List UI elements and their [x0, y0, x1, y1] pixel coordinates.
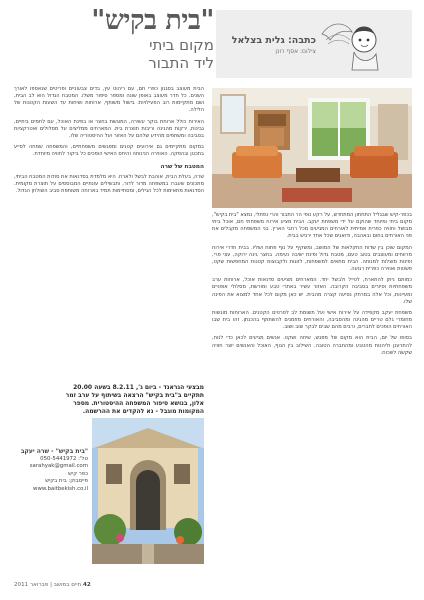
left-column [14, 86, 204, 378]
event-line-1: מבצעי הגראנד - ביום ג', 8.2.11 בשעה 20.00 [73, 384, 204, 391]
contact-title: "בית בקיש" - שרה יעקב [20, 448, 88, 455]
contact-box [14, 448, 88, 494]
page-title: "בית בקיש" [91, 5, 214, 36]
contact-phone: טל': 050-5441972 [40, 455, 88, 462]
house-image [92, 418, 204, 564]
left-para-2: האירוח כולל ארוחת בוקר עשירה, המוגשת בחצר או בפינת האוכל, עם לחמים ביתיים, גבינות, ירקות מהגינה וריבות תוצרת בית. המארחים ממליצים על מסלולים ואטרקציות בסביבה ומשתפים מהידע שלהם על האזור ועל ההיסטוריה שלו. [14, 118, 204, 139]
right-para-5: בסופו של יום, הבית הוא מקום של מפגש, שיחה ושקט. אנשים מגיעים לכאן כדי לנוח, להתרענן וליהנות מהטבע ומהחברה הטובה. השילוב בין הנוף, האוכל והאנשים יוצר חוויה שקשה לשכוח. [212, 335, 412, 356]
left-para-1: הבית מעוצב בסגנון כפרי חם, עם ריהוט עץ, בדים צבעוניים ופריטים שנאספו לאורך השנים. כל חדר מעוצב באופן שונה ומספר סיפור משלו. המטבח הגדול הוא לב הבית, ושם מתקיימות רוב הפעילויות: בישול משותף, ארוחות ושיחות עד השעות הקטנות של הלילה. [14, 86, 204, 114]
right-para-4: משפחת יעקב מקפידה על אירוח אישי ועל תשומת לב לפרטים הקטנים. הארוחות מוגשות מחומרי גלם טריים מהגינה ומהסביבה, והאורחים מוזמנים להשתתף בהכנתן. זהו בית שבו האורחים הופכים לחברים, ורבים מהם שבים לבקר שוב ושוב. [212, 309, 412, 331]
page-number: 42 [82, 582, 91, 588]
contact-address: כפר קיש [68, 470, 88, 477]
living-room-photo [212, 88, 412, 208]
byline-photographer: צילום: אסף רונן [275, 48, 316, 55]
page-footer [14, 582, 410, 592]
left-para-3: במקום מתקיימים גם אירועים קטנים ומפגשים משפחתיים, והמשפחה שמחה לסייע בתכנון ובהפקה. האווירה הנינוחה והיחס האישי הופכים כל ביקור לחוויה מיוחדת. [14, 144, 204, 158]
contact-website: www.baitbekish.co.il [33, 485, 88, 492]
house-photo [92, 418, 204, 564]
right-para-2: המקום שוכן בין שדות החקלאות של המושב, ומשקיף על נוף פתוח ושליו. בבית חדרי אירוח מרווחים ומעוצבים בטוב טעם, מטבח גדול ופינת ישיבה נעימה. בחצר גינה ירוקה, עצי פרי, ופינות מוצלות למנוחה. הבית מתאים למשפחות, לזוגות ולקבוצות קטנות המחפשות שקט, פשטות ואווירה כפרית רגועה. [212, 244, 412, 273]
contact-facebook: פייסבוק: בית בקיש [45, 478, 88, 485]
living-room-image [212, 88, 412, 208]
right-para-1: בכפר-קיש שבגליל התחתון המתחדש, על רקע נופי הר התבור והרי נפתלי, נמצא "בית בקיש", מקום ביתי ומיוחד שהוקם על ידי משפחת יעקב. הבית מציע אירוח משפחתי חם, אוכל ביתי מבושל וחוויה כפרית אמיתית לאורחים המגיעים מכל רחבי הארץ. בני המשפחה מקבלים את פני האורחים בחום ובאהבה, ודואגים שכל אחד ירגיש בבית. [212, 212, 412, 240]
byline-box [216, 10, 412, 78]
subtitle-line-1: מקום ביתי [149, 36, 214, 54]
right-column [212, 212, 412, 578]
byline-author: כתבה: גלית בצלאל [231, 35, 316, 46]
subtitle-line-2: ליד התבור [148, 54, 214, 72]
event-line-3: אלון, בנושא סיפור המשפחה ההיסטורית. מספר [73, 400, 204, 407]
issue-label: חיים במושב | פברואר 2011 [14, 582, 82, 588]
byline [232, 35, 316, 55]
event-highlight [14, 384, 204, 416]
event-line-4: המקומות מוגבל - נא להקדים את ההרשמה. [82, 408, 204, 415]
title-block [14, 6, 214, 72]
cherub-illustration [318, 14, 392, 76]
contact-email: sarahyak@gmail.com [29, 463, 88, 470]
folio [14, 582, 91, 588]
event-line-2: תתקיים ב"בית בקיש" הרצאה בשיתוף על ערב זמר [65, 392, 204, 399]
right-para-3: כמותם ניתן להתארח, לטייל ולבשל יחד. המארחים מציעים סדנאות אוכל, ארוחות ערב משפחתיות וסיורים בסביבה הקרובה. האזור עשיר באתרי טבע ומורשת, מסלולי אופניים ומעיינות, וכל אלה במרחק נסיעה קצרה מהבית. יש כאן מקום לכל אחד למצוא את הפינה שלו. [212, 277, 412, 305]
left-para-4: שרה, בעלת הבית, אוהבת לבשל ולארח. היא מלמדת בסדנאות את סודות המטבח הביתי, מתכונים שעברו במשפחה מדור לדור, ותבשילים עונתיים המבוססים על תוצרת מקומית. הסדנאות מתאימות לכל הגילים, ומסתיימות תמיד בארוחה משותפת סביב השולחן הגדול. [14, 173, 204, 194]
section-heading: המטבח של שרה [160, 164, 204, 171]
